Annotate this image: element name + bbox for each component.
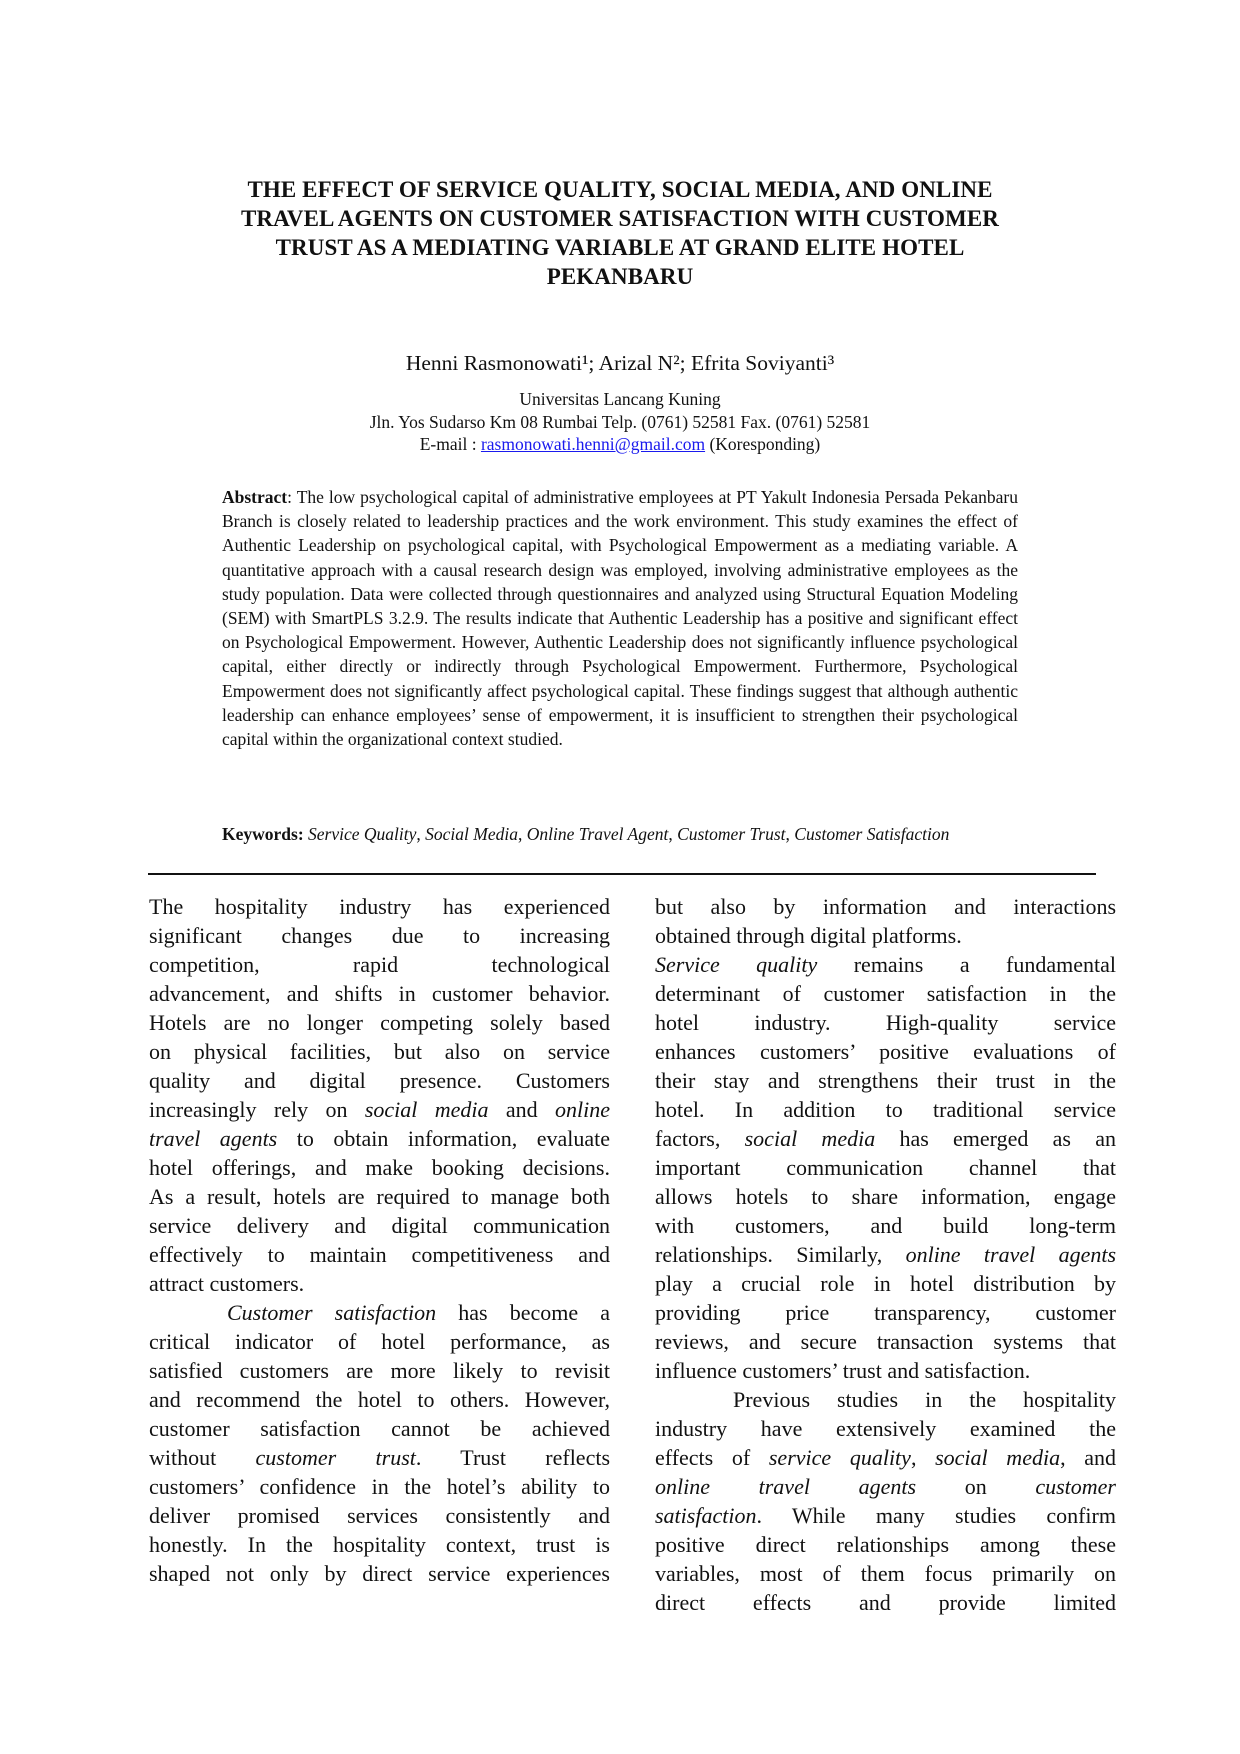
body-text-line: their stay and strengthens their trust in the (655, 1068, 1116, 1093)
paper-title (190, 175, 1050, 291)
body-text-line: travel agents to obtain information, evaluate (149, 1126, 610, 1151)
body-text-line: significant changes due to increasing (149, 923, 610, 948)
body-text-line: quality and digital presence. Customers (149, 1068, 610, 1093)
abstract-label: Abstract (222, 487, 288, 507)
title-line: TRAVEL AGENTS ON CUSTOMER SATISFACTION WITH CUSTOMER (240, 206, 999, 231)
body-text-line: satisfied customers are more likely to revisit (149, 1358, 610, 1383)
abstract (222, 485, 1018, 751)
body-text-line: hotel. In addition to traditional service (655, 1097, 1116, 1122)
body-text-line: variables, most of them focus primarily on (655, 1561, 1116, 1586)
body-column-left (149, 892, 610, 1588)
body-text-line: effects of service quality, social media, and (655, 1445, 1116, 1470)
section-divider (148, 873, 1096, 875)
body-text-line: customer satisfaction cannot be achieved (149, 1416, 610, 1441)
body-text-line: effectively to maintain competitiveness and (149, 1242, 610, 1267)
body-text-line: shaped not only by direct service experiences (149, 1561, 610, 1586)
body-text-line: with customers, and build long-term (655, 1213, 1116, 1238)
email-link[interactable]: rasmonowati.henni@gmail.com (480, 434, 706, 454)
body-text-line: customers’ confidence in the hotel’s ability to (149, 1474, 610, 1499)
body-text-line: deliver promised services consistently and (149, 1503, 610, 1528)
body-text-line: obtained through digital platforms. (655, 923, 962, 948)
body-text-line: play a crucial role in hotel distribution by (655, 1271, 1116, 1296)
body-text-line: reviews, and secure transaction systems that (655, 1329, 1116, 1354)
body-text-line: attract customers. (149, 1271, 305, 1296)
title-line: PEKANBARU (546, 264, 694, 289)
body-text-line: influence customers’ trust and satisfaction. (655, 1358, 1031, 1383)
body-text-line: but also by information and interactions (655, 894, 1116, 919)
body-text-line: and recommend the hotel to others. However, (149, 1387, 610, 1412)
body-text-line: providing price transparency, customer (655, 1300, 1116, 1325)
keyword: Customer Trust (677, 824, 786, 844)
keyword-list: Service Quality, Social Media, Online Travel Agent, Customer Trust, Customer Satisfaction (308, 824, 950, 844)
body-text-line: industry have extensively examined the (655, 1416, 1116, 1441)
affiliation-name: Universitas Lancang Kuning (519, 389, 721, 409)
keyword: Social Media (425, 824, 518, 844)
body-text-line: As a result, hotels are required to manage both (149, 1184, 610, 1209)
body-text-line: Service quality remains a fundamental (655, 952, 1116, 977)
body-text-line: critical indicator of hotel performance, as (149, 1329, 610, 1354)
body-text-line: relationships. Similarly, online travel agents (655, 1242, 1117, 1267)
body-text-line: determinant of customer satisfaction in the (655, 981, 1116, 1006)
keywords-label: Keywords: (222, 824, 304, 844)
abstract-text: : The low psychological capital of administrative employees at PT Yakult Indonesia Persada Pekanbaru Branch is closely related to leadership practices and the work environment. This study examines the effect of Authentic Leadership on psychological capital, with Psychological Empowerment as a mediating variable. A quantitative approach with a causal research design was employed, involving administrative employees as the study population. Data were collected through questionnaires and analyzed using Structural Equation Modeling (SEM) with SmartPLS 3.2.9. The results indicate that Authentic Leadership has a positive and significant effect on Psychological Empowerment. However, Authentic Leadership does not significantly influence psychological capital, either directly or indirectly through Psychological Empowerment. Furthermore, Psychological Empowerment does not significantly affect psychological capital. These findings suggest that although authentic leadership can enhance employees’ sense of empowerment, it is insufficient to strengthen their psychological capital within the organizational context studied. (222, 487, 1018, 750)
email-label: E-mail : (419, 434, 481, 454)
body-text-line: Customer satisfaction has become a (227, 1300, 611, 1325)
body-text-line: online travel agents on customer (655, 1474, 1116, 1499)
body-column-right (655, 892, 1116, 1617)
body-text-line: service delivery and digital communication (149, 1213, 610, 1238)
body-text-line: without customer trust. Trust reflects (149, 1445, 611, 1470)
affiliation-address: Jln. Yos Sudarso Km 08 Rumbai Telp. (0761) 52581 Fax. (0761) 52581 (369, 411, 871, 432)
keyword: Service Quality (308, 824, 417, 844)
body-text-line: The hospitality industry has experienced (149, 894, 610, 919)
body-text-line: competition, rapid technological (149, 952, 610, 977)
body-text-line: allows hotels to share information, engage (655, 1184, 1116, 1209)
body-text-line: hotel industry. High-quality service (655, 1010, 1116, 1035)
body-text-line: on physical facilities, but also on service (149, 1039, 610, 1064)
body-text-line: increasingly rely on social media and online (149, 1097, 610, 1122)
body-text-line: Previous studies in the hospitality (733, 1387, 1116, 1412)
title-line: TRUST AS A MEDIATING VARIABLE AT GRAND ELITE HOTEL (275, 235, 965, 260)
body-text-line: hotel offerings, and make booking decisions. (149, 1155, 610, 1180)
body-text-line: factors, social media has emerged as an (655, 1126, 1116, 1151)
body-text-line: advancement, and shifts in customer behavior. (149, 981, 610, 1006)
affiliation-block (190, 388, 1050, 456)
body-text-line: direct effects and provide limited (655, 1590, 1116, 1615)
author-list: Henni Rasmonowati¹; Arizal N²; Efrita Soviyanti³ (405, 351, 835, 375)
email-line (190, 433, 1050, 456)
body-text-line: satisfaction. While many studies confirm (655, 1503, 1116, 1528)
body-text-line: honestly. In the hospitality context, trust is (149, 1532, 610, 1557)
body-text-line: important communication channel that (655, 1155, 1116, 1180)
body-text-line: enhances customers’ positive evaluations of (655, 1039, 1116, 1064)
title-line: THE EFFECT OF SERVICE QUALITY, SOCIAL MEDIA, AND ONLINE (247, 177, 993, 202)
body-text-line: positive direct relationships among these (655, 1532, 1116, 1557)
email-note: (Koresponding) (705, 434, 821, 454)
keywords (222, 822, 1018, 846)
body-text-line: Hotels are no longer competing solely based (149, 1010, 610, 1035)
keyword: Online Travel Agent (526, 824, 669, 844)
keyword: Customer Satisfaction (794, 824, 950, 844)
